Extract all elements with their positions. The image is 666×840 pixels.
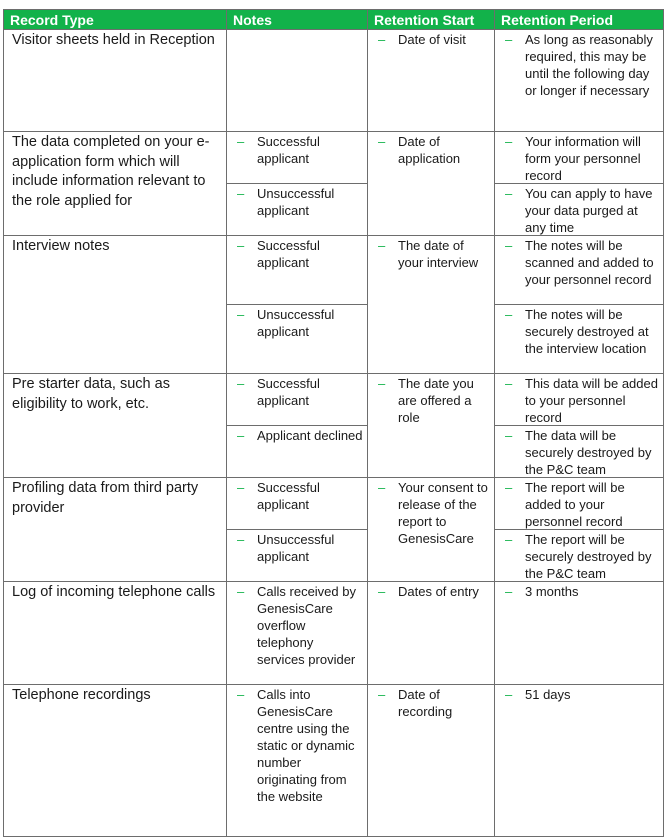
retention-start-cell: – Your consent to release of the report to GenesisCare: [368, 478, 495, 582]
retention-start-cell: – Date of recording: [368, 685, 495, 837]
dash-bullet: –: [237, 238, 245, 253]
dash-bullet: –: [237, 186, 245, 201]
header-retention-period: Retention Period: [495, 10, 664, 30]
table-row: [4, 374, 664, 478]
notes-cell: – Successful applicant – Unsuccessful applicant: [227, 132, 368, 236]
table-row: [4, 132, 664, 236]
retention-start-cell: – Dates of entry: [368, 582, 495, 685]
record-type-cell: Visitor sheets held in Reception: [4, 30, 227, 132]
dash-bullet: –: [505, 186, 513, 201]
notes-cell: [227, 30, 368, 132]
record-type-cell: Telephone recordings: [4, 685, 227, 837]
dash-bullet: –: [505, 687, 513, 702]
dash-bullet: –: [237, 687, 245, 702]
retention-start-cell: – The date you are offered a role: [368, 374, 495, 478]
retention-period-cell: – The report will be added to your personnel record – The report will be securely destroyed by the P&C team: [495, 478, 664, 582]
header-record-type: Record Type: [4, 10, 227, 30]
dash-bullet: –: [505, 532, 513, 547]
notes-cell: – Calls received by GenesisCare overflow telephony services provider: [227, 582, 368, 685]
dash-bullet: –: [378, 238, 386, 253]
table-row: [4, 582, 664, 685]
dash-bullet: –: [237, 480, 245, 495]
record-type-cell: Interview notes: [4, 236, 227, 374]
header-row: [4, 10, 664, 30]
table-row: [4, 685, 664, 837]
record-type-cell: Profiling data from third party provider: [4, 478, 227, 582]
notes-cell: – Calls into GenesisCare centre using the static or dynamic number originating from the website: [227, 685, 368, 837]
dash-bullet: –: [378, 584, 386, 599]
retention-period-cell: – Your information will form your personnel record – You can apply to have your data purged at any time: [495, 132, 664, 236]
table-row: [4, 478, 664, 582]
dash-bullet: –: [237, 532, 245, 547]
dash-bullet: –: [505, 32, 513, 47]
dash-bullet: –: [237, 428, 245, 443]
table-row: [4, 30, 664, 132]
retention-start-cell: – The date of your interview: [368, 236, 495, 374]
retention-start-cell: – Date of application: [368, 132, 495, 236]
dash-bullet: –: [237, 134, 245, 149]
table-row: [4, 236, 664, 374]
retention-period-cell: – 3 months: [495, 582, 664, 685]
dash-bullet: –: [505, 480, 513, 495]
notes-cell: – Successful applicant – Unsuccessful applicant: [227, 236, 368, 374]
dash-bullet: –: [237, 376, 245, 391]
retention-start-cell: – Date of visit: [368, 30, 495, 132]
retention-period-cell: – This data will be added to your personnel record – The data will be securely destroyed by the P&C team: [495, 374, 664, 478]
dash-bullet: –: [505, 428, 513, 443]
dash-bullet: –: [505, 238, 513, 253]
header-retention-start: Retention Start: [368, 10, 495, 30]
dash-bullet: –: [505, 584, 513, 599]
dash-bullet: –: [505, 307, 513, 322]
record-type-cell: Log of incoming telephone calls: [4, 582, 227, 685]
dash-bullet: –: [237, 584, 245, 599]
retention-table: [3, 9, 664, 837]
notes-cell: – Successful applicant – Applicant declined: [227, 374, 368, 478]
dash-bullet: –: [378, 687, 386, 702]
retention-period-cell: – 51 days: [495, 685, 664, 837]
dash-bullet: –: [237, 307, 245, 322]
dash-bullet: –: [505, 134, 513, 149]
record-type-cell: The data completed on your e-application form which will include information relevant to the role applied for: [4, 132, 227, 236]
record-type-cell: Pre starter data, such as eligibility to work, etc.: [4, 374, 227, 478]
dash-bullet: –: [378, 480, 386, 495]
retention-period-cell: – As long as reasonably required, this may be until the following day or longer if necessary: [495, 30, 664, 132]
notes-cell: – Successful applicant – Unsuccessful applicant: [227, 478, 368, 582]
dash-bullet: –: [378, 134, 386, 149]
retention-period-cell: – The notes will be scanned and added to your personnel record – The notes will be securely destroyed at the interview location: [495, 236, 664, 374]
dash-bullet: –: [378, 376, 386, 391]
dash-bullet: –: [505, 376, 513, 391]
header-notes: Notes: [227, 10, 368, 30]
dash-bullet: –: [378, 32, 386, 47]
